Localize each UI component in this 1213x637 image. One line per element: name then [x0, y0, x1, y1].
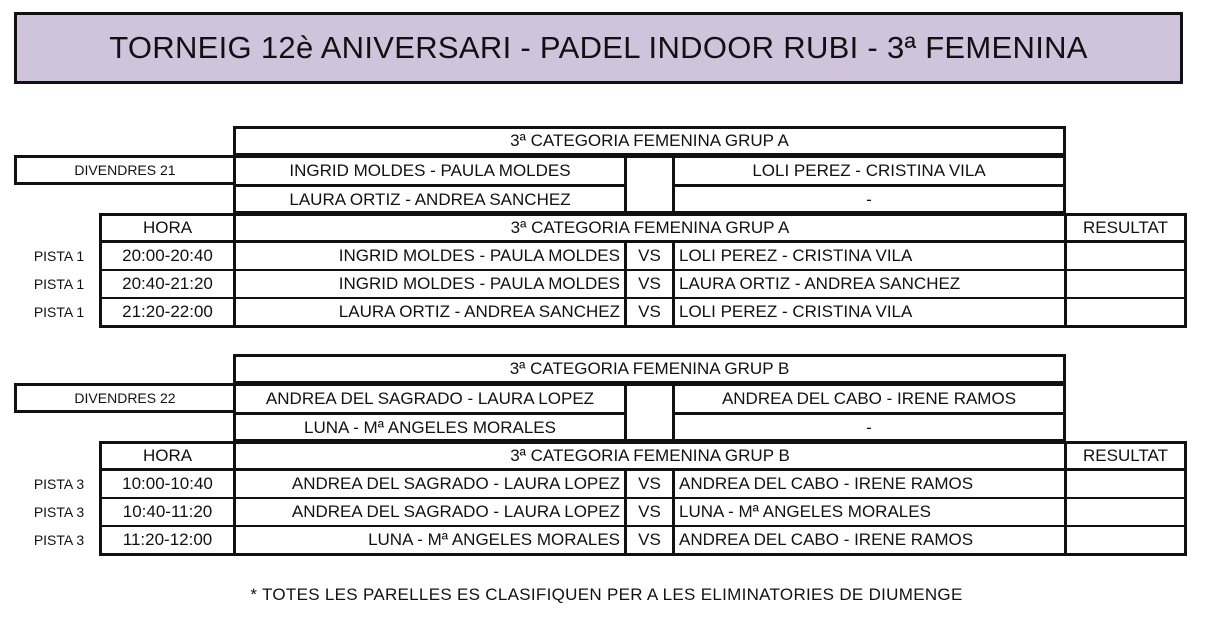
pair-2: ANDREA DEL CABO - IRENE RAMOS: [721, 389, 1017, 408]
group-name-header: 3ª CATEGORIA FEMENINA GRUP A: [510, 218, 790, 237]
away-pair: LOLI PEREZ - CRISTINA VILA: [679, 246, 913, 265]
home-pair: INGRID MOLDES - PAULA MOLDES: [338, 274, 620, 293]
court-label: PISTA 3: [33, 504, 85, 520]
vs-label: VS: [638, 502, 661, 521]
result-cell[interactable]: [1067, 527, 1184, 553]
result-cell[interactable]: [1067, 243, 1184, 269]
away-pair: LAURA ORTIZ - ANDREA SANCHEZ: [679, 274, 961, 293]
page-title: TORNEIG 12è ANIVERSARI - PADEL INDOOR RUBI - 3ª FEMENINA: [14, 12, 1183, 84]
court-label: PISTA 3: [33, 476, 85, 492]
match-time: 20:40-21:20: [122, 274, 213, 293]
result-header: RESULTAT: [1082, 446, 1168, 465]
footnote: * TOTES LES PARELLES ES CLASIFIQUEN PER A LES ELIMINATORIES DE DIUMENGE: [250, 585, 963, 604]
group-name: 3ª CATEGORIA FEMENINA GRUP B: [509, 359, 790, 378]
group-name: 3ª CATEGORIA FEMENINA GRUP A: [510, 131, 789, 150]
match-time: 21:20-22:00: [122, 302, 213, 321]
away-pair: ANDREA DEL CABO - IRENE RAMOS: [679, 530, 974, 549]
day-label: DIVENDRES 22: [74, 390, 176, 406]
result-cell[interactable]: [1067, 471, 1184, 497]
pair-3: LAURA ORTIZ - ANDREA SANCHEZ: [289, 190, 571, 209]
result-cell[interactable]: [1067, 499, 1184, 525]
vs-label: VS: [638, 302, 661, 321]
vs-label: VS: [638, 530, 661, 549]
hour-header: HORA: [142, 446, 193, 465]
match-time: 10:40-11:20: [122, 502, 213, 521]
vs-label: VS: [638, 246, 661, 265]
away-pair: LUNA - Mª ANGELES MORALES: [679, 502, 931, 521]
day-label: DIVENDRES 21: [74, 162, 176, 178]
match-time: 10:00-10:40: [122, 474, 213, 493]
court-label: PISTA 1: [33, 248, 85, 264]
home-pair: ANDREA DEL SAGRADO - LAURA LOPEZ: [291, 502, 620, 521]
result-cell[interactable]: [1067, 299, 1184, 325]
match-time: 11:20-12:00: [122, 530, 213, 549]
vs-label: VS: [638, 274, 661, 293]
pair-4: -: [866, 190, 872, 209]
pair-3: LUNA - Mª ANGELES MORALES: [304, 418, 556, 437]
result-header: RESULTAT: [1082, 218, 1168, 237]
hour-header: HORA: [142, 218, 193, 237]
home-pair: LAURA ORTIZ - ANDREA SANCHEZ: [338, 302, 620, 321]
match-time: 20:00-20:40: [122, 246, 213, 265]
vs-label: VS: [638, 474, 661, 493]
pair-1: INGRID MOLDES - PAULA MOLDES: [289, 161, 571, 180]
court-label: PISTA 3: [33, 532, 85, 548]
home-pair: ANDREA DEL SAGRADO - LAURA LOPEZ: [291, 474, 620, 493]
pair-4: -: [866, 418, 872, 437]
away-pair: ANDREA DEL CABO - IRENE RAMOS: [679, 474, 974, 493]
court-label: PISTA 1: [33, 304, 85, 320]
home-pair: INGRID MOLDES - PAULA MOLDES: [338, 246, 620, 265]
home-pair: LUNA - Mª ANGELES MORALES: [368, 530, 620, 549]
court-label: PISTA 1: [33, 276, 85, 292]
away-pair: LOLI PEREZ - CRISTINA VILA: [679, 302, 913, 321]
pair-1: ANDREA DEL SAGRADO - LAURA LOPEZ: [265, 389, 595, 408]
pair-2: LOLI PEREZ - CRISTINA VILA: [752, 161, 986, 180]
result-cell[interactable]: [1067, 271, 1184, 297]
group-name-header: 3ª CATEGORIA FEMENINA GRUP B: [510, 446, 790, 465]
